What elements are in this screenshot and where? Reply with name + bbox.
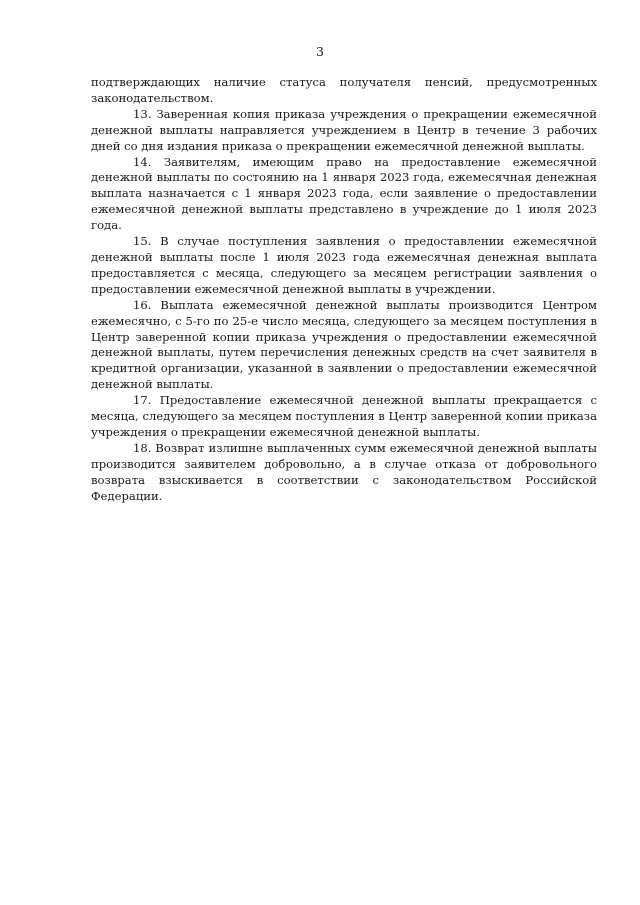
paragraph-16: 16. Выплата ежемесячной денежной выплаты производится Центром ежемесячно, с 5-го по 25-е число месяца, следующего за месяцем поступления в Центр заверенной копии приказа учреждения о предоставлении ежемесячной денежной выплаты, путем перечисления денежных средств на счет заявителя в кредитной организации, указанной в заявлении о предоставлении ежемесячной денежной выплаты. [91, 297, 597, 392]
paragraph-15: 15. В случае поступления заявления о предоставлении ежемесячной денежной выплаты после 1 июля 2023 года ежемесячная денежная выплата предоставляется с месяца, следующего за месяцем регистрации заявления о предоставлении ежемесячной денежной выплаты в учреждении. [91, 234, 597, 296]
paragraph-17: 17. Предоставление ежемесячной денежной выплаты прекращается с месяца, следующего за месяцем поступления в Центр заверенной копии приказа учреждения о прекращении ежемесячной денежной выплаты. [91, 393, 597, 439]
paragraph-13: 13. Заверенная копия приказа учреждения о прекращении ежемесячной денежной выплаты направляется учреждением в Центр в течение 3 рабочих дней со дня издания приказа о прекращении ежемесячной денежной выплаты. [91, 106, 597, 153]
document-body [91, 75, 597, 504]
page-number: 3 [316, 44, 324, 59]
paragraph-18: 18. Возврат излишне выплаченных сумм ежемесячной денежной выплаты производится заявителем добровольно, а в случае отказа от добровольного возврата взыскивается в соответствии с законодательством Российской Федерации. [91, 440, 597, 503]
paragraph-14: 14. Заявителям, имеющим право на предоставление ежемесячной денежной выплаты по состоянию на 1 января 2023 года, ежемесячная денежная выплата назначается с 1 января 2023 года, если заявление о предоставлении ежемесячной денежной выплаты представлено в учреждение до 1 июля 2023 года. [91, 154, 597, 233]
paragraph-continuation: подтверждающих наличие статуса получателя пенсий, предусмотренных законодательством. [91, 75, 597, 105]
